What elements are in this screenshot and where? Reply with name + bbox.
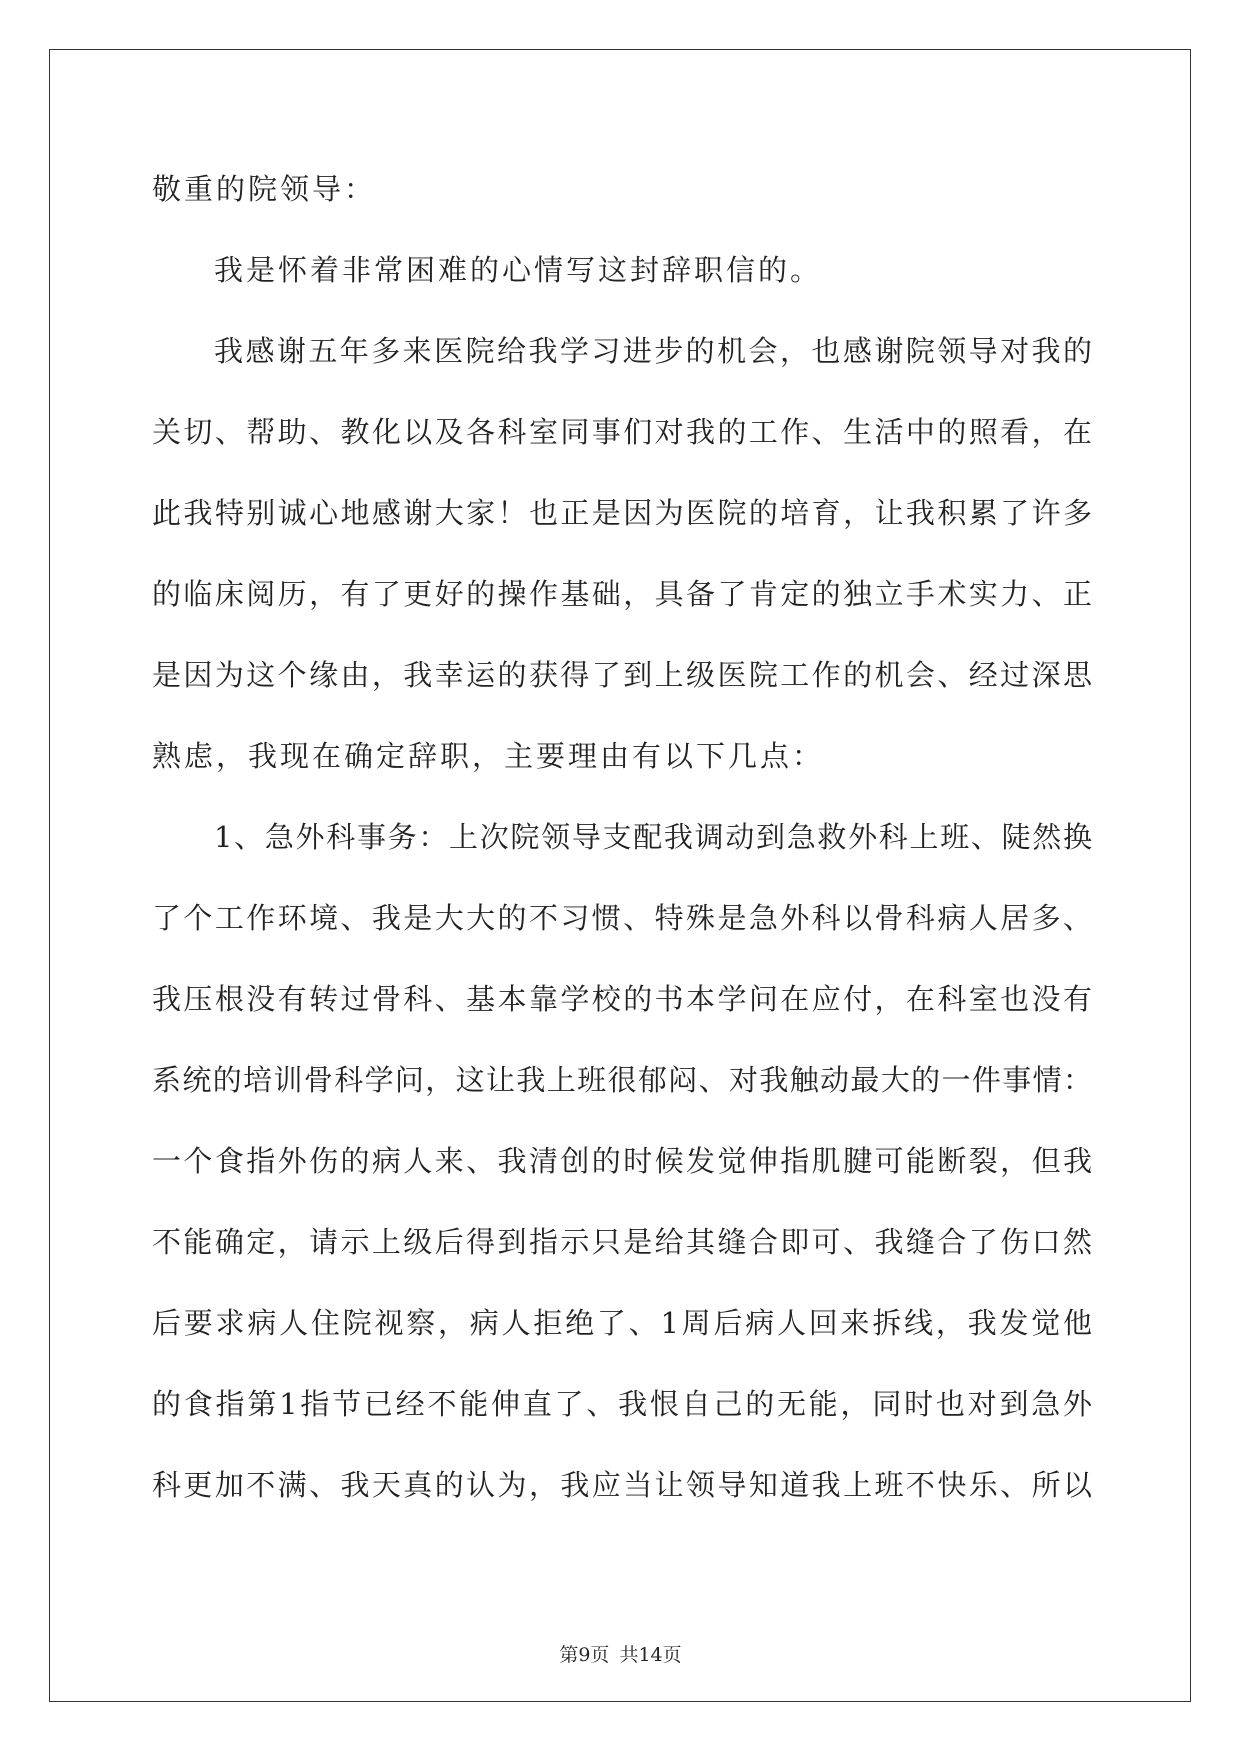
paragraph-line: 后要求病人住院视察，病人拒绝了、1周后病人回来拆线，我发觉他 <box>152 1306 1092 1340</box>
paragraph-line: 我是怀着非常困难的心情写这封辞职信的。 <box>214 253 823 287</box>
salutation: 敬重的院领导： <box>152 172 377 206</box>
page-number-total: 共14页 <box>619 1644 682 1666</box>
paragraph-line: 不能确定，请示上级后得到指示只是给其缝合即可、我缝合了伤口然 <box>152 1225 1092 1259</box>
paragraph-line: 了个工作环境、我是大大的不习惯、特殊是急外科以骨科病人居多、 <box>152 901 1092 935</box>
paragraph-line: 科更加不满、我天真的认为，我应当让领导知道我上班不快乐、所以 <box>152 1468 1092 1502</box>
paragraph-line: 1、急外科事务：上次院领导支配我调动到急救外科上班、陡然换 <box>214 820 1092 854</box>
page-number-current: 第9页 <box>559 1644 610 1666</box>
paragraph-line: 我压根没有转过骨科、基本靠学校的书本学问在应付，在科室也没有 <box>152 982 1092 1016</box>
paragraph-line: 一个食指外伤的病人来、我清创的时候发觉伸指肌腱可能断裂，但我 <box>152 1144 1092 1178</box>
paragraph-line: 熟虑，我现在确定辞职，主要理由有以下几点： <box>152 739 825 773</box>
paragraph-line: 是因为这个缘由，我幸运的获得了到上级医院工作的机会、经过深思 <box>152 658 1092 692</box>
letter-body <box>152 158 1092 1535</box>
paragraph-line: 关切、帮助、教化以及各科室同事们对我的工作、生活中的照看，在 <box>152 415 1092 449</box>
paragraph-line: 我感谢五年多来医院给我学习进步的机会，也感谢院领导对我的 <box>214 334 1092 368</box>
paragraph-line: 的临床阅历，有了更好的操作基础，具备了肯定的独立手术实力、正 <box>152 577 1092 611</box>
page-footer <box>0 1640 1241 1667</box>
paragraph-line: 系统的培训骨科学问，这让我上班很郁闷、对我触动最大的一件事情： <box>152 1063 1092 1097</box>
paragraph-line: 此我特别诚心地感谢大家！也正是因为医院的培育，让我积累了许多 <box>152 496 1092 530</box>
paragraph-line: 的食指第1指节已经不能伸直了、我恨自己的无能，同时也对到急外 <box>152 1387 1092 1421</box>
